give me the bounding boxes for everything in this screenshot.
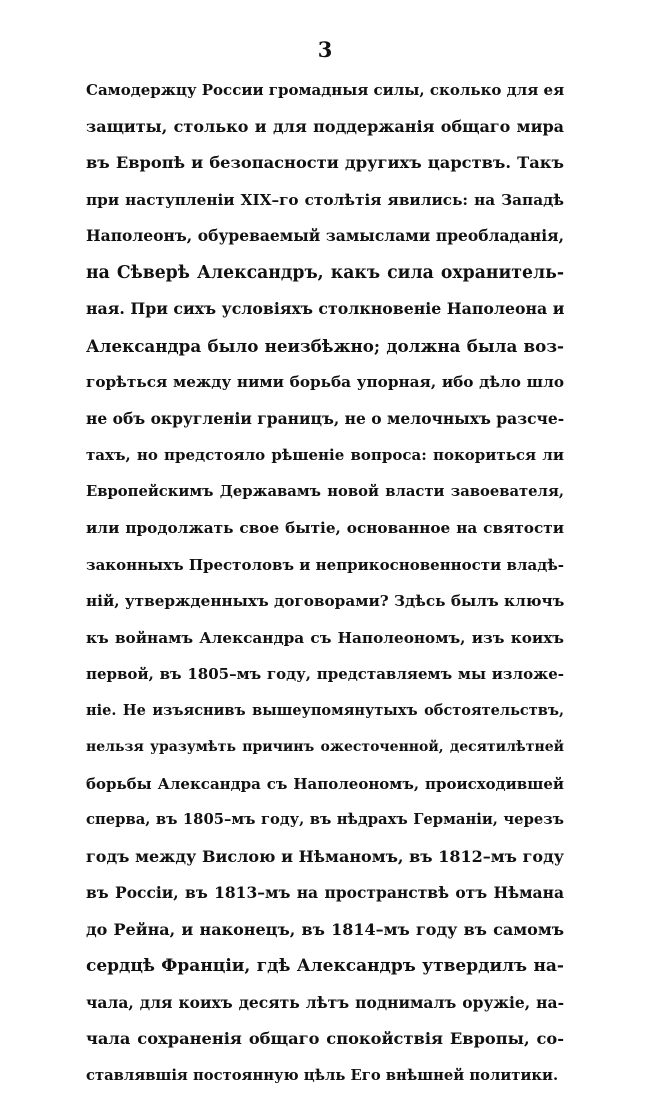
text-line: Александра было неизбѣжно; должна была воз- xyxy=(86,328,564,365)
text-line: борьбы Александра съ Наполеономъ, происходившей xyxy=(86,766,564,803)
text-line: ная. При сихъ условіяхъ столкновеніе Наполеона и xyxy=(86,291,564,328)
text-line: нельзя уразумѣть причинъ ожесточенной, десятилѣтней xyxy=(86,729,564,766)
text-line: не объ округленіи границъ, не о мелочныхъ разсче- xyxy=(86,401,564,438)
body-text xyxy=(86,72,564,1094)
text-line: Наполеонъ, обуреваемый замыслами преобладанія, xyxy=(86,218,564,255)
text-line: къ войнамъ Александра съ Наполеономъ, изъ коихъ xyxy=(86,620,564,657)
text-line: при наступленіи XIX–го столѣтія явились: на Западѣ xyxy=(86,182,564,219)
page-number: 3 xyxy=(0,38,650,62)
text-line: въ Россіи, въ 1813–мъ на пространствѣ отъ Нѣмана xyxy=(86,875,564,912)
text-line: ніе. Не изъяснивъ вышеупомянутыхъ обстоятельствъ, xyxy=(86,693,564,730)
text-line: ній, утвержденныхъ договорами? Здѣсь былъ ключъ xyxy=(86,583,564,620)
text-line: первой, въ 1805–мъ году, представляемъ мы изложе- xyxy=(86,656,564,693)
text-line: чала сохраненія общаго спокойствія Европы, со- xyxy=(86,1021,564,1058)
text-line: сердцѣ Франціи, гдѣ Александръ утвердилъ на- xyxy=(86,948,564,985)
text-line: чала, для коихъ десять лѣтъ поднималъ оружіе, на- xyxy=(86,985,564,1022)
text-line: сперва, въ 1805–мъ году, въ нѣдрахъ Германіи, черезъ xyxy=(86,802,564,839)
text-line: на Сѣверѣ Александръ, какъ сила охранитель- xyxy=(86,255,564,292)
text-line: до Рейна, и наконецъ, въ 1814–мъ году въ самомъ xyxy=(86,912,564,949)
text-line: въ Европѣ и безопасности другихъ царствъ. Такъ xyxy=(86,145,564,182)
text-line: или продолжать свое бытіе, основанное на святости xyxy=(86,510,564,547)
text-line: годъ между Вислою и Нѣманомъ, въ 1812–мъ году xyxy=(86,839,564,876)
text-line: Самодержцу России громадныя силы, сколько для ея xyxy=(86,72,564,109)
text-line: защиты, столько и для поддержанія общаго мира xyxy=(86,109,564,146)
text-line: Европейскимъ Державамъ новой власти завоевателя, xyxy=(86,474,564,511)
text-line: тахъ, но предстояло рѣшеніе вопроса: покориться ли xyxy=(86,437,564,474)
text-line: ставлявшія постоянную цѣль Его внѣшней политики. xyxy=(86,1058,564,1094)
text-line: горѣться между ними борьба упорная, ибо дѣло шло xyxy=(86,364,564,401)
text-line: законныхъ Престоловъ и неприкосновенности владѣ- xyxy=(86,547,564,584)
